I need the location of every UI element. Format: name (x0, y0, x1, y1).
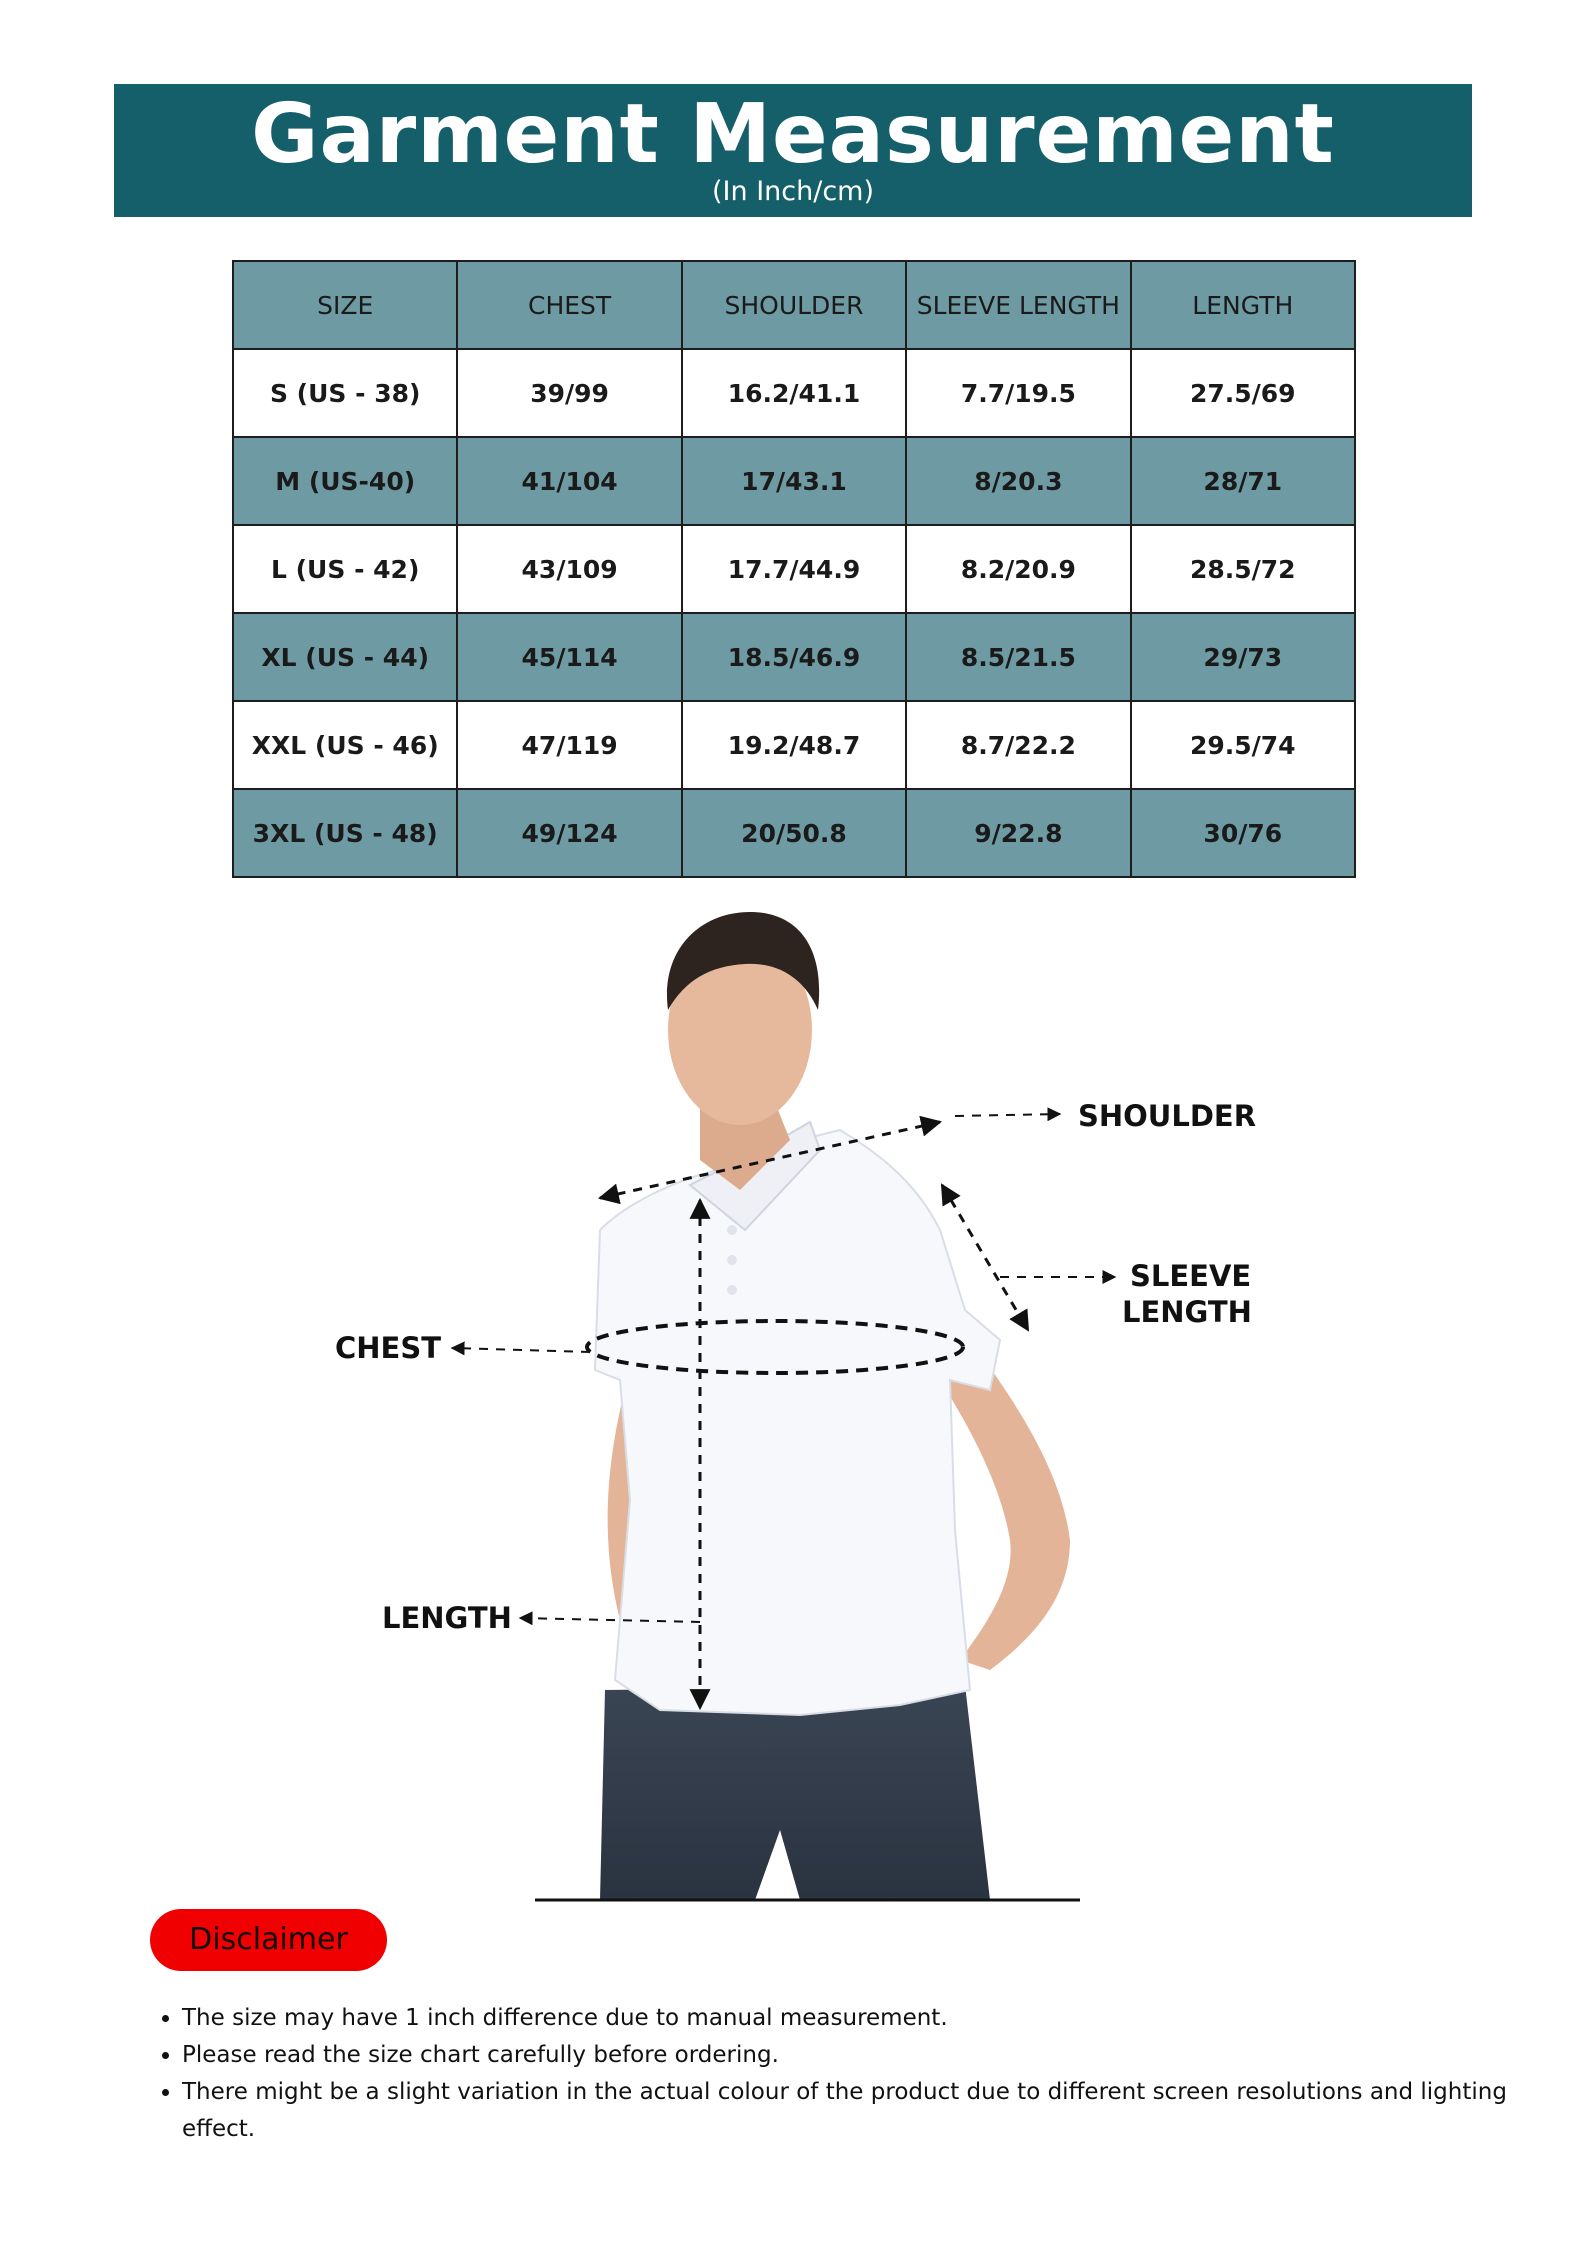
table-cell: 19.2/48.7 (682, 701, 906, 789)
table-cell: 45/114 (457, 613, 681, 701)
table-cell: 39/99 (457, 349, 681, 437)
page-subtitle: (In Inch/cm) (712, 176, 874, 207)
shirt-shape (595, 1130, 1000, 1715)
column-header: SLEEVE LENGTH (906, 261, 1130, 349)
table-header-row (233, 261, 1355, 349)
model-illustration (300, 900, 1260, 1910)
table-cell: 8/20.3 (906, 437, 1130, 525)
table-row (233, 525, 1355, 613)
shoulder-leader (955, 1114, 1060, 1116)
table-cell: 7.7/19.5 (906, 349, 1130, 437)
table-row (233, 701, 1355, 789)
disclaimer-badge: Disclaimer (150, 1909, 387, 1971)
sleeve-label-line2: LENGTH (1122, 1295, 1252, 1329)
table-row (233, 437, 1355, 525)
table-cell: S (US - 38) (233, 349, 457, 437)
jeans-shape (600, 1685, 990, 1900)
table-cell: M (US-40) (233, 437, 457, 525)
list-item: • Please read the size chart carefully before ordering. (182, 2037, 1582, 2074)
disclaimer-notes (150, 2000, 1582, 2148)
table-cell: 28/71 (1131, 437, 1355, 525)
table-row (233, 613, 1355, 701)
table-cell: 29/73 (1131, 613, 1355, 701)
chest-label: CHEST (335, 1331, 442, 1365)
column-header: SIZE (233, 261, 457, 349)
table-cell: 29.5/74 (1131, 701, 1355, 789)
shirt-button (727, 1285, 737, 1295)
table-cell: 20/50.8 (682, 789, 906, 877)
table-cell: 17.7/44.9 (682, 525, 906, 613)
table-cell: 28.5/72 (1131, 525, 1355, 613)
table-cell: XXL (US - 46) (233, 701, 457, 789)
table-cell: 30/76 (1131, 789, 1355, 877)
shirt-button (727, 1225, 737, 1235)
table-cell: 17/43.1 (682, 437, 906, 525)
sleeve-label-line1: SLEEVE (1130, 1259, 1252, 1293)
column-header: LENGTH (1131, 261, 1355, 349)
table-cell: 18.5/46.9 (682, 613, 906, 701)
length-label: LENGTH (382, 1601, 512, 1635)
column-header: SHOULDER (682, 261, 906, 349)
table-row (233, 789, 1355, 877)
table-cell: 43/109 (457, 525, 681, 613)
column-header: CHEST (457, 261, 681, 349)
table-row (233, 349, 1355, 437)
table-cell: 9/22.8 (906, 789, 1130, 877)
page-title: Garment Measurement (251, 87, 1335, 182)
table-cell: 8.7/22.2 (906, 701, 1130, 789)
table-cell: 3XL (US - 48) (233, 789, 457, 877)
shirt-button (727, 1255, 737, 1265)
table-cell: 8.2/20.9 (906, 525, 1130, 613)
table-cell: 16.2/41.1 (682, 349, 906, 437)
title-banner (114, 84, 1472, 217)
table-cell: 47/119 (457, 701, 681, 789)
size-chart-table (232, 260, 1356, 878)
chest-leader (452, 1348, 590, 1352)
list-item: • The size may have 1 inch difference due to manual measurement. (182, 2000, 1582, 2037)
measurement-figure (300, 900, 1260, 1910)
list-item: • There might be a slight variation in the actual colour of the product due to different screen resolutions and lighting effect. (182, 2074, 1582, 2148)
shoulder-label: SHOULDER (1078, 1099, 1257, 1133)
table-cell: 8.5/21.5 (906, 613, 1130, 701)
table-cell: 49/124 (457, 789, 681, 877)
table-cell: XL (US - 44) (233, 613, 457, 701)
table-cell: L (US - 42) (233, 525, 457, 613)
table-cell: 27.5/69 (1131, 349, 1355, 437)
table-cell: 41/104 (457, 437, 681, 525)
